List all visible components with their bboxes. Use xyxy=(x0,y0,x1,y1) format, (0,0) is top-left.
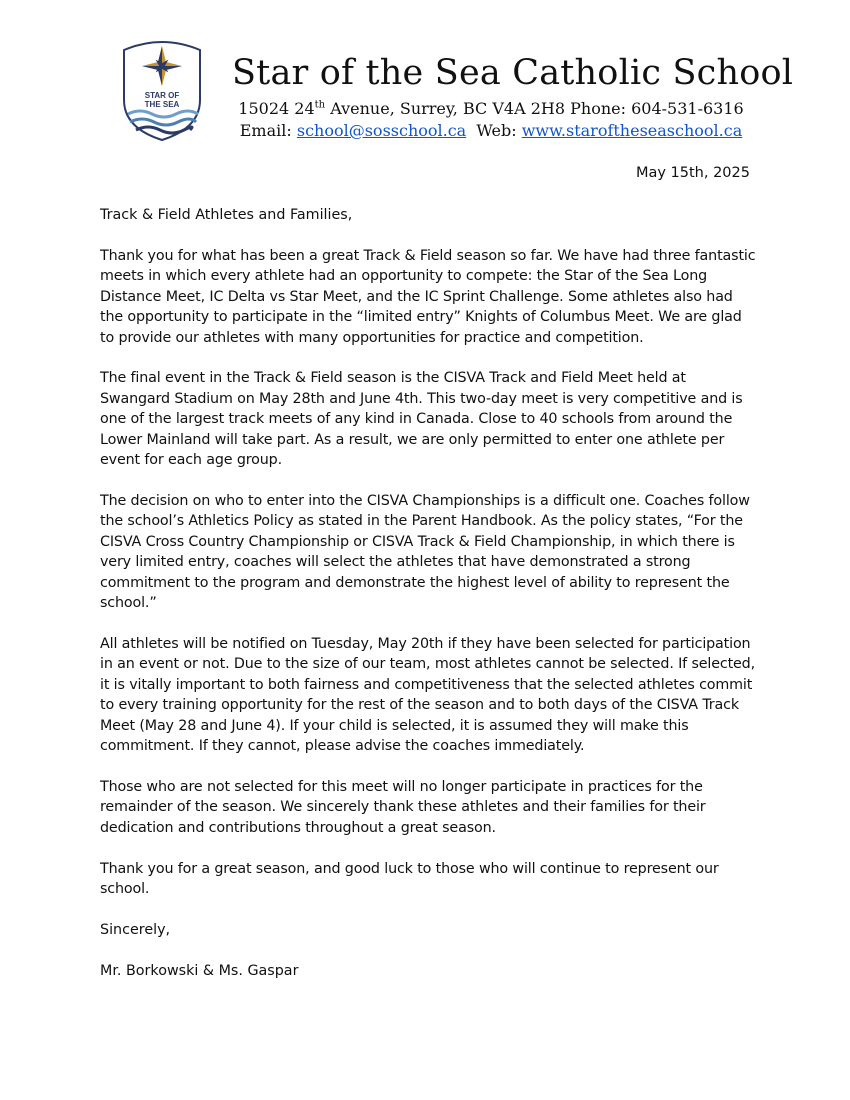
address-part2: Avenue, Surrey, BC V4A 2H8 Phone: 604-531-6316 xyxy=(325,99,744,118)
address-superscript: th xyxy=(314,99,326,111)
logo-text-line1: STAR OF xyxy=(144,91,180,100)
paragraph: The decision on who to enter into the CISVA Championships is a difficult one. Coaches follow the school’s Athletics Policy as stated in the Parent Handbook. As the policy states, “For the CISVA Cross Country Championship or CISVA Track & Field Championship, in which there is very limited entry, coaches will select the athletes that have demonstrated a strong commitment to the program and demonstrate the highest level of ability to represent the school.” xyxy=(100,492,750,611)
salutation: Track & Field Athletes and Families, xyxy=(100,207,353,223)
paragraph: Thank you for a great season, and good luck to those who will continue to represent our school. xyxy=(100,860,719,897)
letter-date: May 15th, 2025 xyxy=(635,165,750,181)
letter-body xyxy=(100,205,760,1002)
address-phone-line xyxy=(232,99,750,118)
email-link[interactable]: school@sosschool.ca xyxy=(296,121,467,140)
web-label: Web: xyxy=(476,121,522,140)
paragraph: Those who are not selected for this meet will no longer participate in practices for the remainder of the season. We sincerely thank these athletes and their families for their dedication and contributions throughout a great season. xyxy=(100,778,706,836)
email-label: Email: xyxy=(239,121,297,140)
logo-text-line2: THE SEA xyxy=(144,100,180,109)
closing: Sincerely, xyxy=(100,921,171,938)
signature: Mr. Borkowski & Ms. Gaspar xyxy=(100,962,299,979)
paragraph: All athletes will be notified on Tuesday, May 20th if they have been selected for participation in an event or not. Due to the size of our team, most athletes cannot be selected. If selected, it is vitally important to both fairness and competitiveness that the selected athletes commit to every training opportunity for the rest of the season and to both days of the CISVA Track Meet (May 28 and June 4). If your child is selected, it is assumed they will make this commitment. If they cannot, please advise the coaches immediately. xyxy=(100,635,755,754)
contact-line xyxy=(232,121,750,140)
paragraph: Thank you for what has been a great Track & Field season so far. We have had three fantastic meets in which every athlete had an opportunity to compete: the Star of the Sea Long Distance Meet, IC Delta vs Star Meet, and the IC Sprint Challenge. Some athletes also had the opportunity to participate in the “limited entry” Knights of Columbus Meet. We are glad to provide our athletes with many opportunities for practice and competition. xyxy=(100,247,756,346)
school-crest-logo xyxy=(118,36,206,144)
paragraph: The final event in the Track & Field season is the CISVA Track and Field Meet held at Swangard Stadium on May 28th and June 4th. This two-day meet is very competitive and is one of the largest track meets of any kind in Canada. Close to 40 schools from around the Lower Mainland will take part. As a result, we are only permitted to enter one athlete per event for each age group. xyxy=(100,370,743,469)
address-part1: 15024 24 xyxy=(238,99,315,118)
school-name: Star of the Sea Catholic School xyxy=(232,53,794,93)
website-link[interactable]: www.staroftheseaschool.ca xyxy=(521,121,743,140)
